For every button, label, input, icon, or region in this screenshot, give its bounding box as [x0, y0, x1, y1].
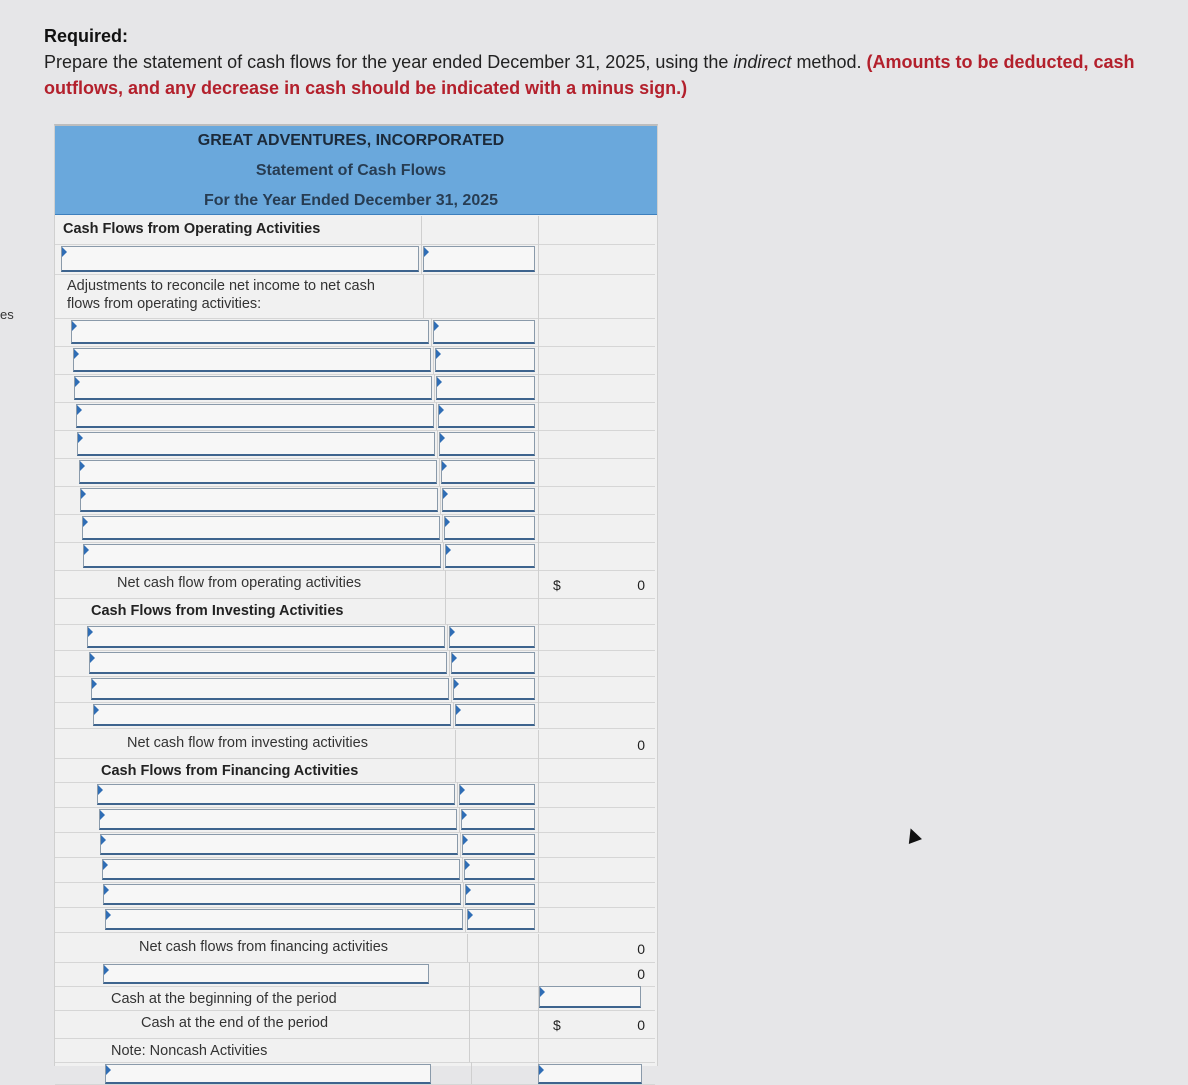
amount-input[interactable] [462, 834, 535, 855]
statement-row [55, 962, 655, 987]
statement-header [55, 126, 657, 215]
total-value: 0 [637, 941, 645, 957]
total-cell [538, 402, 655, 430]
total-value: 0 [637, 1017, 645, 1033]
line-item-input[interactable] [71, 320, 429, 344]
statement-row [55, 274, 655, 319]
statement-row [55, 782, 655, 808]
investing-heading: Cash Flows from Investing Activities [91, 603, 344, 619]
statement-row [55, 1062, 655, 1085]
total-cell [538, 857, 655, 882]
total-cell [538, 486, 655, 514]
statement-row [55, 486, 655, 515]
amount-input[interactable] [445, 544, 535, 568]
amount-input[interactable] [423, 246, 535, 272]
amount-input[interactable] [441, 460, 536, 484]
amount-input[interactable] [461, 809, 536, 830]
total-cell [538, 1038, 655, 1062]
line-item-input[interactable] [74, 376, 432, 400]
total-cell [538, 542, 655, 570]
line-item-input[interactable] [103, 884, 461, 905]
operating-heading: Cash Flows from Operating Activities [63, 221, 321, 237]
amount-input[interactable] [455, 704, 535, 726]
total-cell [538, 244, 655, 274]
line-item-input[interactable] [82, 516, 440, 540]
statement-row [55, 758, 655, 783]
total-cell [538, 274, 655, 318]
statement-row [55, 857, 655, 883]
statement-row [55, 542, 655, 571]
statement-row [55, 702, 655, 729]
required-text-part-a: Prepare the statement of cash flows for the year ended December 31, 2025, using the [44, 52, 734, 72]
total-cell [538, 907, 655, 932]
total-cell [538, 514, 655, 542]
total-cell [538, 598, 655, 624]
statement-row [55, 430, 655, 459]
noncash-label: Note: Noncash Activities [111, 1043, 268, 1059]
adjustments-label: flows from operating activities: [67, 296, 262, 312]
statement-row [55, 514, 655, 543]
amount-cell [421, 216, 539, 244]
total-cell [538, 676, 655, 702]
statement-row [55, 907, 655, 933]
net-change-value: 0 [637, 966, 645, 982]
amount-input[interactable] [465, 884, 535, 905]
line-item-input[interactable] [105, 909, 463, 930]
statement-row [55, 676, 655, 703]
line-item-input[interactable] [102, 859, 460, 880]
total-cell [538, 882, 655, 907]
amount-cell [455, 730, 539, 758]
statement-row [55, 374, 655, 403]
line-item-input[interactable] [87, 626, 445, 648]
amount-cell [455, 758, 539, 782]
line-item-input[interactable] [93, 704, 451, 726]
adjustments-label: Adjustments to reconcile net income to net cash [67, 278, 375, 294]
statement-row [55, 1038, 655, 1063]
currency-symbol: $ [553, 577, 561, 593]
required-heading: Required: [44, 26, 129, 46]
statement-row [55, 1010, 655, 1039]
statement-title-text: Statement of Cash Flows [255, 162, 447, 179]
amount-input[interactable] [459, 784, 535, 805]
side-label: es [0, 307, 14, 322]
line-item-input[interactable] [83, 544, 441, 568]
statement-row [55, 832, 655, 858]
statement-row [55, 934, 655, 963]
required-note-red: (Amounts to be deducted, cash outflows, and any decrease in cash should be indicated with a minus sign.) [44, 52, 1135, 98]
required-text-italic: indirect [733, 52, 792, 72]
required-instructions [44, 26, 1164, 101]
net-change-input[interactable] [103, 964, 429, 984]
line-item-input[interactable] [89, 652, 447, 674]
statement-row [55, 216, 655, 245]
statement-period [55, 186, 657, 216]
amount-cell [467, 934, 539, 962]
line-item-input[interactable] [76, 404, 434, 428]
cash-end-label: Cash at the end of the period [141, 1015, 329, 1031]
total-cell [538, 318, 655, 346]
total-value: 0 [637, 577, 645, 593]
required-text-part-b: method. [791, 52, 867, 72]
statement-row [55, 882, 655, 908]
amount-input[interactable] [451, 652, 535, 674]
line-item-input[interactable] [77, 432, 435, 456]
amount-input[interactable] [453, 678, 535, 700]
noncash-input[interactable] [105, 1064, 431, 1084]
total-cell [538, 807, 655, 832]
net-financing-label: Net cash flows from financing activities [139, 939, 389, 955]
noncash-amount-input[interactable] [538, 1064, 642, 1084]
total-cell [538, 458, 655, 486]
line-item-input[interactable] [73, 348, 431, 372]
amount-input[interactable] [433, 320, 535, 344]
net-investing-label: Net cash flow from investing activities [127, 735, 368, 751]
amount-cell [469, 986, 539, 1010]
line-item-input[interactable] [80, 488, 438, 512]
statement-row [55, 807, 655, 833]
line-item-input[interactable] [91, 678, 449, 700]
statement-row [55, 986, 655, 1011]
statement-period-text: For the Year Ended December 31, 2025 [203, 192, 499, 209]
line-item-input[interactable] [97, 784, 455, 805]
cash-beginning-input[interactable] [539, 986, 641, 1008]
amount-cell [445, 570, 539, 598]
total-cell [538, 832, 655, 857]
amount-input[interactable] [436, 376, 535, 400]
total-cell [538, 374, 655, 402]
statement-row [55, 570, 655, 599]
total-cell [538, 216, 655, 244]
cash-flow-statement-worksheet [54, 124, 658, 1066]
cash-beginning-label: Cash at the beginning of the period [111, 991, 337, 1007]
amount-input[interactable] [464, 859, 536, 880]
line-item-input[interactable] [99, 809, 457, 830]
currency-symbol: $ [553, 1017, 561, 1033]
statement-title [55, 156, 657, 186]
total-cell [538, 782, 655, 807]
statement-row [55, 458, 655, 487]
amount-input[interactable] [435, 348, 536, 372]
line-item-input[interactable] [100, 834, 458, 855]
total-cell [538, 346, 655, 374]
statement-row [55, 730, 655, 759]
statement-row [55, 598, 655, 625]
total-cell [538, 624, 655, 650]
amount-input[interactable] [439, 432, 535, 456]
net-operating-label: Net cash flow from operating activities [117, 575, 362, 591]
statement-row [55, 244, 655, 275]
amount-input[interactable] [449, 626, 535, 648]
amount-cell [469, 962, 539, 986]
amount-cell [469, 1010, 539, 1038]
line-item-input[interactable] [61, 246, 419, 272]
amount-input[interactable] [444, 516, 536, 540]
statement-row [55, 650, 655, 677]
amount-input[interactable] [438, 404, 536, 428]
amount-input[interactable] [442, 488, 535, 512]
amount-cell [423, 274, 539, 318]
statement-row [55, 624, 655, 651]
amount-input[interactable] [467, 909, 536, 930]
statement-row [55, 318, 655, 347]
statement-row [55, 346, 655, 375]
required-text [44, 49, 1164, 101]
total-value: 0 [637, 737, 645, 753]
amount-cell [445, 598, 539, 624]
total-cell [538, 430, 655, 458]
line-item-input[interactable] [79, 460, 437, 484]
amount-cell [471, 1062, 539, 1084]
company-name: GREAT ADVENTURES, INCORPORATED [197, 132, 505, 149]
total-cell [538, 650, 655, 676]
mouse-cursor-icon [904, 826, 922, 844]
statement-row [55, 402, 655, 431]
amount-cell [469, 1038, 539, 1062]
total-cell [538, 702, 655, 728]
financing-heading: Cash Flows from Financing Activities [101, 763, 359, 779]
total-cell [538, 758, 655, 782]
